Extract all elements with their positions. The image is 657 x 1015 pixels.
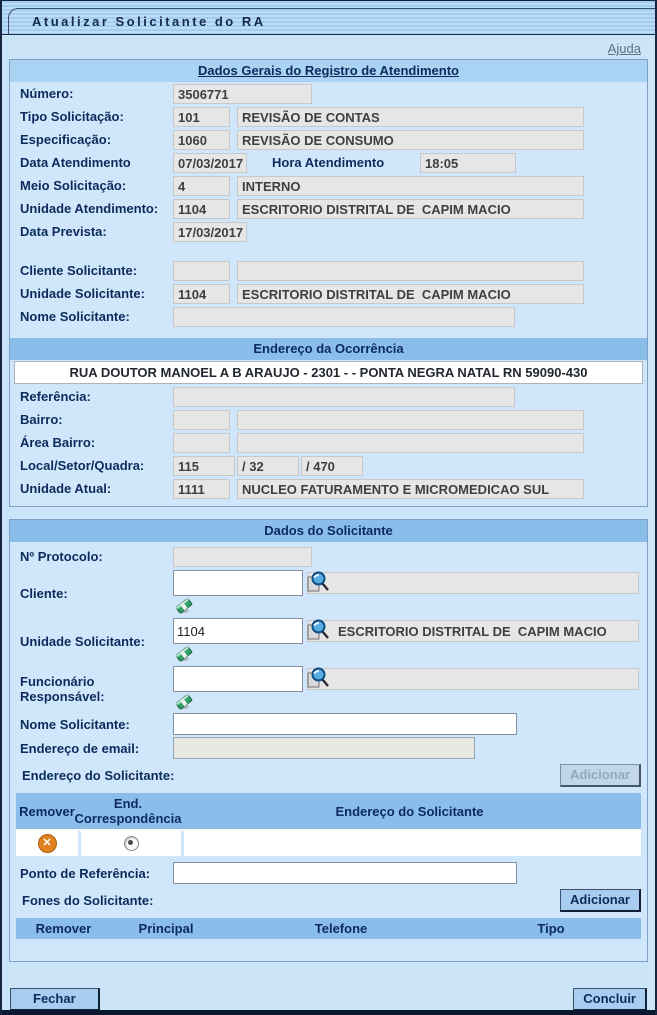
unidade-atendimento-label: Unidade Atendimento: [20, 201, 159, 216]
row-tipo-solicitacao [10, 105, 647, 128]
row-nome-solicitante [10, 712, 647, 736]
dados-solicitante-header: Dados do Solicitante [10, 520, 647, 542]
area-bairro-desc [237, 433, 584, 453]
funcionario-block [10, 664, 647, 712]
bairro-label: Bairro: [20, 412, 63, 427]
numero-value: 3506771 [173, 84, 312, 104]
remove-icon[interactable]: ✕ [38, 834, 57, 853]
nome-solicitante-ro-value [173, 307, 515, 327]
endereco-cell [184, 831, 641, 856]
area-bairro-code [173, 433, 230, 453]
row-ponto-referencia [10, 856, 647, 885]
unidade-solicitante-ro-label: Unidade Solicitante: [20, 286, 145, 301]
row-nome-solicitante-ro [10, 305, 647, 328]
unidade-atendimento-desc: ESCRITORIO DISTRITAL DE CAPIM MACIO [237, 199, 584, 219]
row-unidade-solicitante-ro [10, 282, 647, 305]
data-atendimento-value: 07/03/2017 [173, 153, 247, 173]
correspondencia-radio[interactable] [124, 836, 139, 851]
section-dados-gerais [9, 59, 648, 507]
email-label: Endereço de email: [20, 740, 140, 756]
quadra-value: / 470 [301, 456, 363, 476]
tipo-solicitacao-code: 101 [173, 107, 230, 127]
especificacao-code: 1060 [173, 130, 230, 150]
row-especificacao [10, 128, 647, 151]
endereco-ocorrencia-address: RUA DOUTOR MANOEL A B ARAUJO - 2301 - - PONTA NEGRA NATAL RN 59090-430 [14, 361, 643, 384]
protocolo-label: Nº Protocolo: [20, 549, 103, 564]
row-protocolo [10, 542, 647, 568]
row-referencia [10, 385, 647, 408]
email-field [173, 737, 475, 759]
cliente-search-icon[interactable] [305, 570, 331, 596]
cliente-block [10, 568, 647, 616]
endereco-table [16, 793, 641, 856]
endereco-ocorrencia-header: Endereço da Ocorrência [10, 338, 647, 360]
row-data-prevista [10, 220, 647, 243]
unidade-solicitante-label: Unidade Solicitante: [20, 633, 145, 649]
referencia-value [173, 387, 515, 407]
protocolo-value [173, 547, 312, 567]
row-endereco-solicitante [10, 760, 647, 791]
unidade-solicitante-input[interactable] [173, 618, 303, 644]
hora-atendimento-value: 18:05 [420, 153, 516, 173]
unidade-atual-label: Unidade Atual: [20, 481, 112, 496]
unidade-atendimento-code: 1104 [173, 199, 230, 219]
funcionario-label: Funcionário Responsável: [20, 674, 105, 704]
adicionar-endereco-button[interactable]: Adicionar [560, 764, 641, 787]
row-bairro [10, 408, 647, 431]
ponto-referencia-label: Ponto de Referência: [20, 865, 151, 881]
tipo-solicitacao-label: Tipo Solicitação: [20, 109, 124, 124]
local-value: 115 [173, 456, 235, 476]
numero-label: Número: [20, 86, 74, 101]
endereco-table-row [16, 829, 641, 856]
concluir-button[interactable]: Concluir [573, 988, 647, 1011]
col-fone-remover: Remover [35, 921, 92, 936]
meio-solicitacao-code: 4 [173, 176, 230, 196]
meio-solicitacao-desc: INTERNO [237, 176, 584, 196]
endereco-solicitante-label: Endereço do Solicitante: [22, 768, 175, 783]
help-link[interactable]: Ajuda [607, 41, 641, 56]
bairro-desc [237, 410, 584, 430]
row-data-atendimento [10, 151, 647, 174]
row-area-bairro [10, 431, 647, 454]
adicionar-fone-button[interactable]: Adicionar [560, 889, 641, 912]
fechar-button[interactable]: Fechar [10, 988, 100, 1011]
especificacao-label: Especificação: [20, 132, 112, 147]
section-dados-solicitante [9, 519, 648, 962]
col-fone-telefone: Telefone [314, 921, 368, 936]
row-unidade-atual [10, 477, 647, 500]
row-fones [10, 885, 647, 916]
data-atendimento-label: Data Atendimento [20, 155, 131, 170]
row-unidade-atendimento [10, 197, 647, 220]
area-bairro-label: Área Bairro: [20, 435, 96, 450]
tipo-solicitacao-desc: REVISÃO DE CONTAS [237, 107, 584, 127]
ponto-referencia-input[interactable] [173, 862, 517, 884]
bottom-border-bar [2, 1010, 655, 1015]
cliente-solicitante-code [173, 261, 230, 281]
cliente-erase-icon[interactable] [175, 596, 195, 614]
col-end-correspondencia: End. Correspondência [74, 796, 182, 826]
footer [2, 988, 655, 1011]
page-title: Atualizar Solicitante do RA [32, 14, 266, 29]
nome-solicitante-label: Nome Solicitante: [20, 716, 130, 732]
cliente-solicitante-desc [237, 261, 584, 281]
nome-solicitante-input[interactable] [173, 713, 517, 735]
window-titlebar [2, 1, 655, 35]
unidade-atual-code: 1111 [173, 479, 230, 499]
unidade-solicitante-block [10, 616, 647, 664]
col-endereco-solicitante: Endereço do Solicitante [335, 803, 484, 819]
dados-gerais-header: Dados Gerais do Registro de Atendimento [10, 60, 647, 82]
unidade-solicitante-ro-code: 1104 [173, 284, 230, 304]
bairro-code [173, 410, 230, 430]
row-numero [10, 82, 647, 105]
row-local-setor-quadra [10, 454, 647, 477]
help-row [2, 35, 655, 59]
setor-value: / 32 [237, 456, 299, 476]
funcionario-input[interactable] [173, 666, 303, 692]
fones-label: Fones do Solicitante: [22, 893, 154, 908]
meio-solicitacao-label: Meio Solicitação: [20, 178, 127, 193]
referencia-label: Referência: [20, 389, 91, 404]
funcionario-desc [307, 668, 639, 690]
row-email [10, 736, 647, 760]
data-prevista-label: Data Prevista: [20, 224, 107, 239]
row-meio-solicitacao [10, 174, 647, 197]
cliente-input[interactable] [173, 570, 303, 596]
nome-solicitante-ro-label: Nome Solicitante: [20, 309, 130, 324]
unidade-solicitante-ro-desc: ESCRITORIO DISTRITAL DE CAPIM MACIO [237, 284, 584, 304]
hora-atendimento-label: Hora Atendimento [272, 155, 385, 170]
cliente-desc [307, 572, 639, 594]
unidade-solicitante-desc: ESCRITORIO DISTRITAL DE CAPIM MACIO [307, 620, 639, 642]
fones-table [16, 918, 641, 939]
funcionario-erase-icon[interactable] [175, 692, 195, 710]
unidade-solicitante-search-icon[interactable] [305, 618, 331, 644]
col-fone-tipo: Tipo [537, 921, 565, 936]
funcionario-search-icon[interactable] [305, 666, 331, 692]
unidade-solicitante-erase-icon[interactable] [175, 644, 195, 662]
data-prevista-value: 17/03/2017 [173, 222, 247, 242]
col-fone-principal: Principal [138, 921, 194, 936]
col-remover: Remover [19, 803, 75, 819]
cliente-solicitante-label: Cliente Solicitante: [20, 263, 138, 278]
especificacao-desc: REVISÃO DE CONSUMO [237, 130, 584, 150]
cliente-label: Cliente: [20, 585, 68, 601]
local-setor-quadra-label: Local/Setor/Quadra: [20, 458, 145, 473]
unidade-atual-desc: NUCLEO FATURAMENTO E MICROMEDICAO SUL [237, 479, 584, 499]
row-cliente-solicitante [10, 259, 647, 282]
